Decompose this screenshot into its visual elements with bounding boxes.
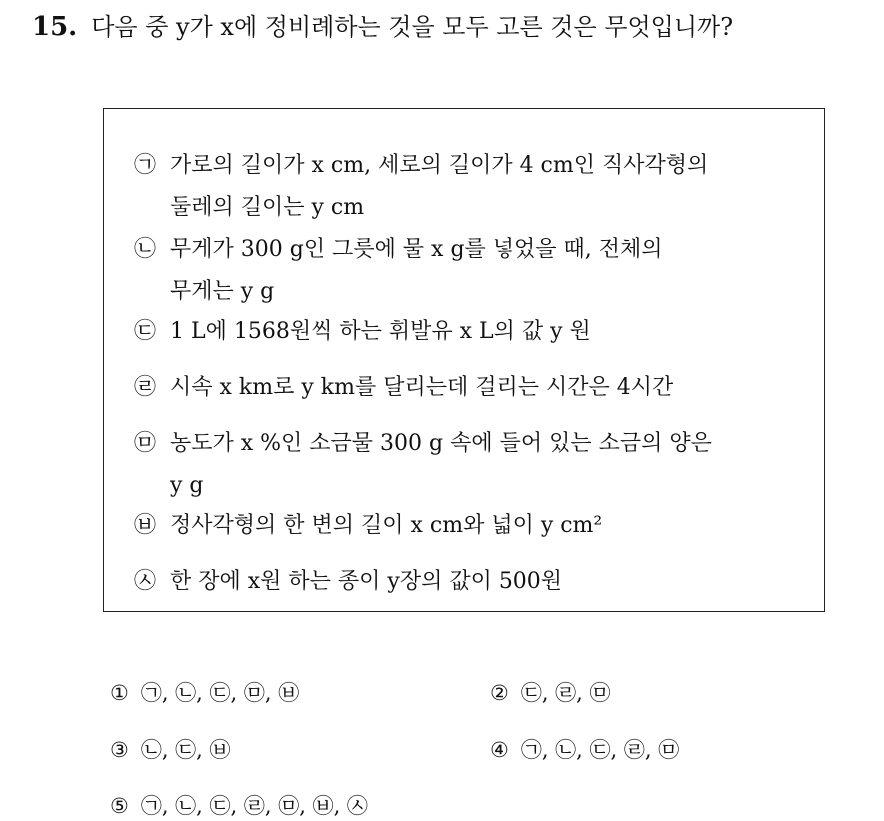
choice-number: ④ xyxy=(490,738,509,762)
condition-text-continued: 둘레의 길이는 y cm xyxy=(170,195,365,220)
condition-item-5 xyxy=(134,423,712,507)
question-text: 다음 중 y가 x에 정비례하는 것을 모두 고른 것은 무엇입니까? xyxy=(91,13,734,41)
condition-text: 시속 x km로 y km를 달리는데 걸리는 시간은 4시간 xyxy=(170,375,674,400)
choice-5[interactable] xyxy=(110,791,368,821)
condition-mark: ㉤ xyxy=(134,431,157,456)
choice-text: ㉠, ㉡, ㉢, ㉣, ㉤, ㉥, ㉦ xyxy=(140,794,368,818)
condition-item-7 xyxy=(134,561,562,603)
choice-number: ② xyxy=(490,681,509,705)
condition-text-continued: 무게는 y g xyxy=(170,279,275,304)
question-stem xyxy=(32,10,733,44)
condition-text: 가로의 길이가 x cm, 세로의 길이가 4 cm인 직사각형의 xyxy=(170,153,709,178)
choice-text: ㉢, ㉣, ㉤ xyxy=(520,681,611,705)
conditions-box xyxy=(103,108,825,612)
choice-text: ㉡, ㉢, ㉥ xyxy=(140,738,231,762)
condition-mark: ㉣ xyxy=(134,375,157,400)
condition-text: 한 장에 x원 하는 종이 y장의 값이 500원 xyxy=(170,569,563,594)
choice-1[interactable] xyxy=(110,678,299,708)
choice-text: ㉠, ㉡, ㉢, ㉣, ㉤ xyxy=(520,738,680,762)
condition-mark: ㉡ xyxy=(134,237,157,262)
condition-mark: ㉠ xyxy=(134,153,157,178)
condition-text-continued: y g xyxy=(170,473,204,498)
choice-text: ㉠, ㉡, ㉢, ㉤, ㉥ xyxy=(140,681,300,705)
condition-text: 정사각형의 한 변의 길이 x cm와 넓이 y cm² xyxy=(170,513,603,538)
condition-item-1 xyxy=(134,145,708,229)
condition-item-2 xyxy=(134,229,663,313)
condition-item-3 xyxy=(134,311,591,353)
condition-mark: ㉥ xyxy=(134,513,157,538)
condition-item-6 xyxy=(134,505,602,547)
choice-3[interactable] xyxy=(110,735,231,765)
condition-mark: ㉢ xyxy=(134,319,157,344)
question-number: 15. xyxy=(32,12,78,42)
choice-4[interactable] xyxy=(490,735,679,765)
choice-number: ⑤ xyxy=(110,794,129,818)
condition-text: 농도가 x %인 소금물 300 g 속에 들어 있는 소금의 양은 xyxy=(170,431,712,456)
choice-2[interactable] xyxy=(490,678,611,708)
condition-text: 무게가 300 g인 그릇에 물 x g를 넣었을 때, 전체의 xyxy=(170,237,663,262)
condition-text: 1 L에 1568원씩 하는 휘발유 x L의 값 y 원 xyxy=(170,319,591,344)
choice-number: ③ xyxy=(110,738,129,762)
choice-number: ① xyxy=(110,681,129,705)
condition-mark: ㉦ xyxy=(134,569,157,594)
condition-item-4 xyxy=(134,367,673,409)
